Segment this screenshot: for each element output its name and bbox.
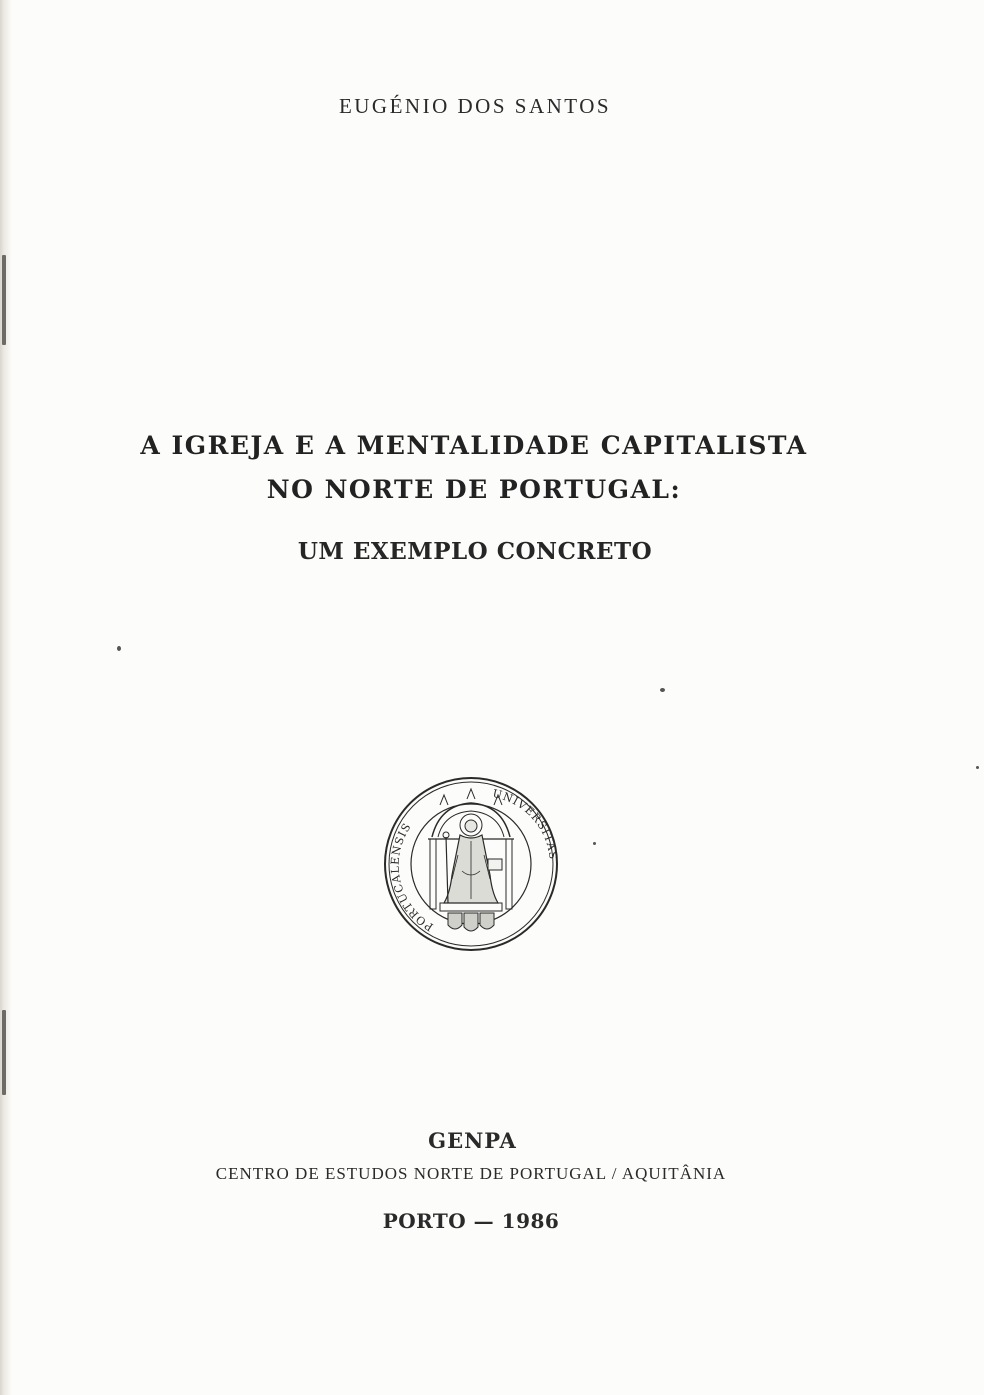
- paper-speck: [593, 842, 596, 845]
- paper-speck: [117, 646, 121, 651]
- research-center-name: CENTRO DE ESTUDOS NORTE DE PORTUGAL / AQUITÂNIA: [215, 1164, 727, 1183]
- title-line-1: A IGREJA E A MENTALIDADE CAPITALISTA: [140, 431, 808, 460]
- staple-top: [2, 255, 6, 345]
- seal-text-right: UNIVERSITAS: [491, 787, 560, 861]
- publisher-name: GENPA: [428, 1128, 517, 1153]
- paper-speck: [660, 688, 665, 692]
- place-and-year: PORTO — 1986: [382, 1209, 560, 1233]
- university-seal-icon: [382, 775, 560, 953]
- author-name: EUGÉNIO DOS SANTOS: [338, 94, 612, 118]
- book-title: [0, 424, 948, 512]
- title-line-2: NO NORTE DE PORTUGAL:: [266, 475, 682, 504]
- page-binding-edge: [0, 0, 12, 1395]
- paper-speck: [976, 766, 979, 769]
- staple-bottom: [2, 1010, 6, 1095]
- book-subtitle: UM EXEMPLO CONCRETO: [297, 538, 653, 565]
- seal-text-left: PORTUCALENSIS: [388, 820, 436, 934]
